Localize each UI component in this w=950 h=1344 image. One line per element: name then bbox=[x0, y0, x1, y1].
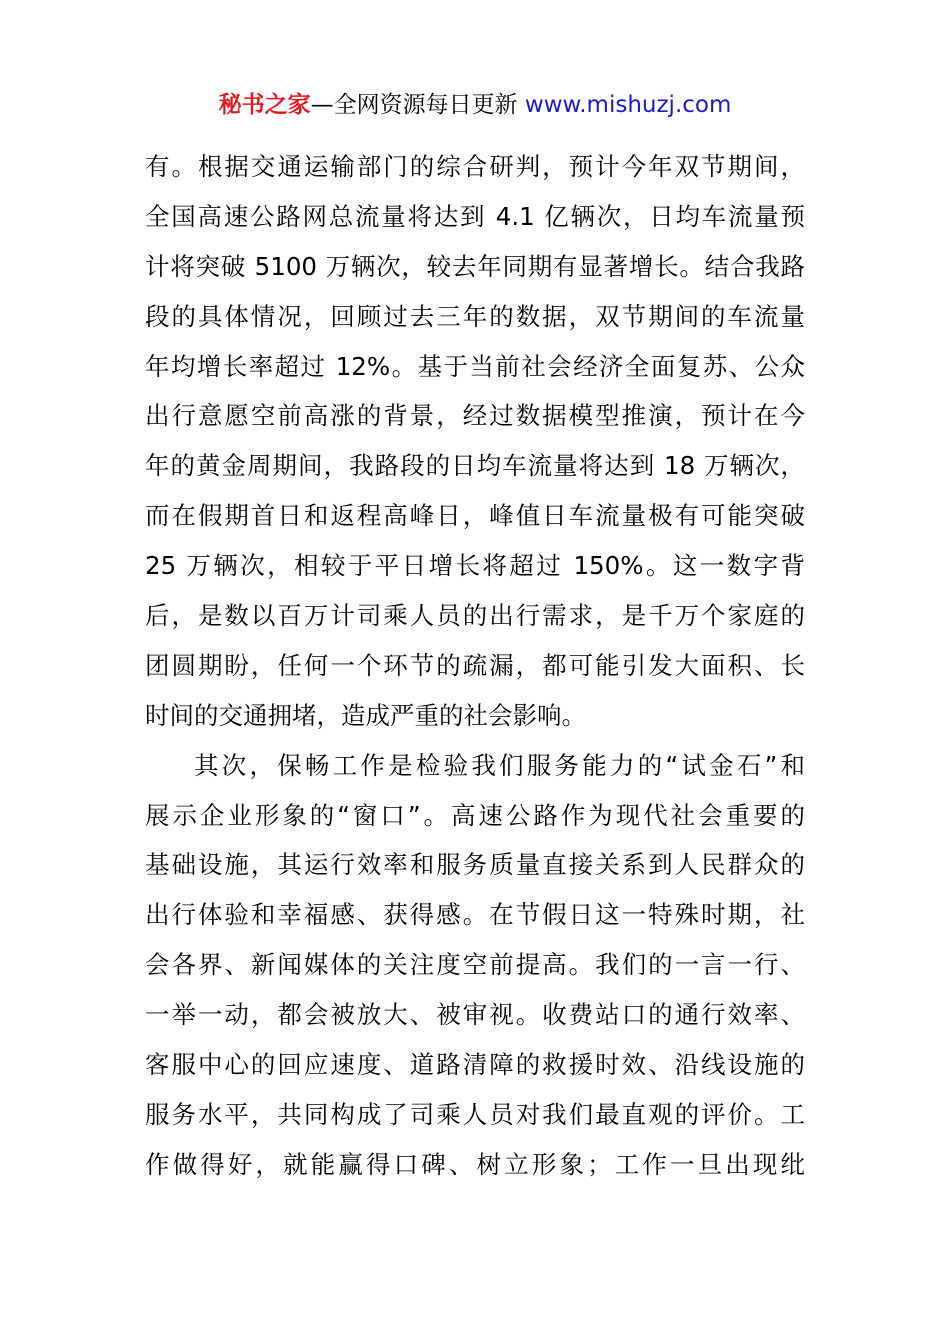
text-line: 全国高速公路网总流量将达到 4.1 亿辆次，日均车流量预 bbox=[145, 201, 805, 231]
text-line: 一举一动，都会被放大、被审视。收费站口的通行效率、 bbox=[145, 1000, 805, 1030]
document-body bbox=[145, 142, 805, 1190]
text-line: 有。根据交通运输部门的综合研判，预计今年双节期间， bbox=[145, 152, 805, 181]
text-line: 服务水平，共同构成了司乘人员对我们最直观的评价。工 bbox=[145, 1099, 805, 1129]
paragraph-first-line: 其次，保畅工作是检验我们服务能力的“试金石”和 bbox=[194, 750, 805, 780]
site-tagline: —全网资源每日更新 bbox=[310, 92, 525, 118]
text-line: 作做得好，就能赢得口碑、树立形象；工作一旦出现纰 bbox=[145, 1149, 805, 1179]
text-line: 后，是数以百万计司乘人员的出行需求，是千万个家庭的 bbox=[145, 601, 805, 631]
site-url-link[interactable]: www.mishuzj.com bbox=[524, 92, 732, 118]
text-line: 客服中心的回应速度、道路清障的救援时效、沿线设施的 bbox=[145, 1050, 805, 1080]
text-line: 年均增长率超过 12%。基于当前社会经济全面复苏、公众 bbox=[145, 351, 805, 381]
text-line: 而在假期首日和返程高峰日，峰值日车流量极有可能突破 bbox=[145, 501, 805, 531]
text-line: 年的黄金周期间，我路段的日均车流量将达到 18 万辆次， bbox=[145, 451, 805, 481]
text-line: 时间的交通拥堵，造成严重的社会影响。 bbox=[145, 700, 586, 730]
text-line: 出行体验和幸福感、获得感。在节假日这一特殊时期，社 bbox=[145, 900, 805, 930]
page-header bbox=[0, 88, 950, 122]
text-line: 出行意愿空前高涨的背景，经过数据模型推演，预计在今 bbox=[145, 401, 805, 431]
text-line: 展示企业形象的“窗口”。高速公路作为现代社会重要的 bbox=[145, 800, 805, 830]
text-line: 25 万辆次，相较于平日增长将超过 150%。这一数字背 bbox=[145, 551, 805, 581]
text-line: 计将突破 5100 万辆次，较去年同期有显著增长。结合我路 bbox=[145, 251, 805, 281]
text-line: 会各界、新闻媒体的关注度空前提高。我们的一言一行、 bbox=[145, 950, 805, 980]
text-line: 段的具体情况，回顾过去三年的数据，双节期间的车流量 bbox=[145, 301, 805, 331]
text-line: 基础设施，其运行效率和服务质量直接关系到人民群众的 bbox=[145, 850, 805, 880]
text-line: 团圆期盼，任何一个环节的疏漏，都可能引发大面积、长 bbox=[145, 650, 805, 680]
site-brand: 秘书之家 bbox=[218, 92, 311, 118]
